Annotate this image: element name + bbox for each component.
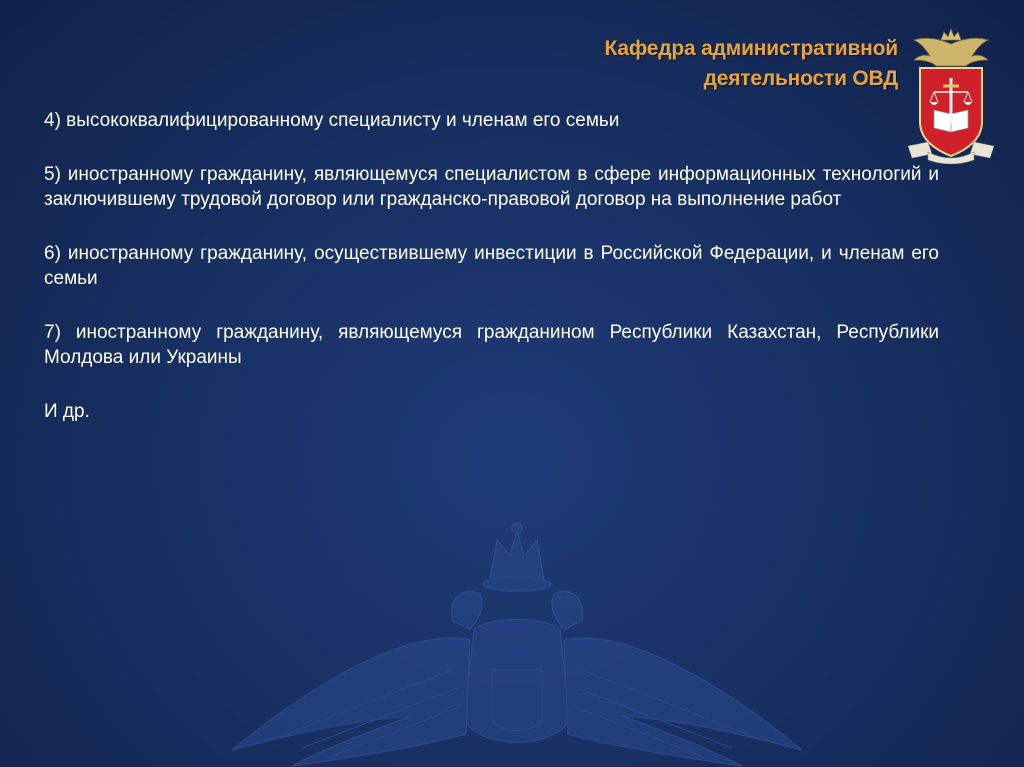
department-title-line-1: Кафедра административной: [604, 37, 898, 60]
list-item-7: 7) иностранному гражданину, являющемуся гражданином Республики Казахстан, Республики Молдова или Украины: [44, 322, 939, 368]
department-title-line-2: деятельности ОВД: [703, 67, 898, 90]
list-item-6: 6) иностранному гражданину, осуществившему инвестиции в Российской Федерации, и членам его семьи: [44, 243, 939, 289]
list-item-4: 4) высококвалифицированному специалисту и членам его семьи: [44, 110, 620, 131]
list-item-etc: И др.: [44, 401, 90, 422]
department-title: [605, 34, 898, 94]
double-headed-eagle-icon: [212, 520, 822, 767]
main-content: [44, 108, 939, 453]
list-item-5: 5) иностранному гражданину, являющемуся специалистом в сфере информационных технологий и заключившему трудовой договор или гражданско-правовой договор на выполнение работ: [44, 164, 939, 210]
